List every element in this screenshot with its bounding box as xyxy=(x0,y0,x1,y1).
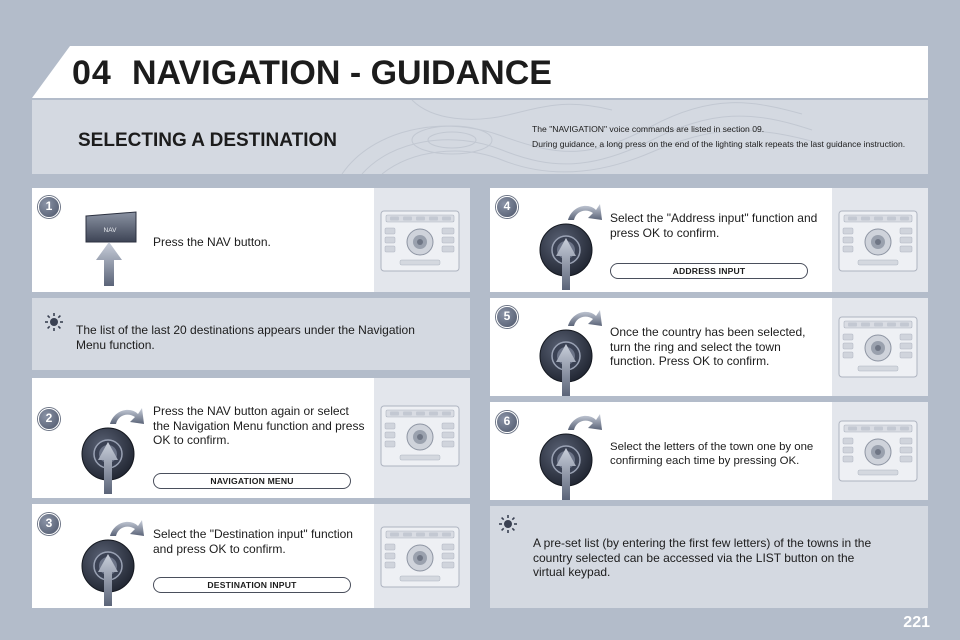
chapter-number: 04 xyxy=(72,54,112,92)
rotary-knob-icon xyxy=(536,304,608,398)
rotary-knob-icon xyxy=(78,514,150,608)
address-input-pill: ADDRESS INPUT xyxy=(610,263,808,279)
tip-2-text: A pre-set list (by entering the first few letters) of the towns in the country selected can be accessed via the LIST button on the virtual keypad. xyxy=(533,536,872,579)
step-3-text: Select the "Destination input" function and press OK to confirm. xyxy=(153,527,353,556)
rotary-knob-icon xyxy=(536,408,608,502)
radio-device-icon xyxy=(380,405,460,467)
voice-note xyxy=(532,122,912,152)
step-5-badge: 5 xyxy=(496,306,518,328)
step-6-text: Select the letters of the town one by one confirming each time by pressing OK. xyxy=(610,441,814,467)
radio-device-icon xyxy=(838,316,918,378)
step-4-badge: 4 xyxy=(496,196,518,218)
tip-1-text: The list of the last 20 destinations appears under the Navigation Menu function. xyxy=(76,323,415,352)
nav-button-label: NAV xyxy=(103,227,117,234)
light-bulb-icon xyxy=(498,514,518,534)
nav-button-icon xyxy=(80,198,142,288)
radio-device-icon xyxy=(838,420,918,482)
step-3-badge: 3 xyxy=(38,513,60,535)
navigation-menu-pill: NAVIGATION MENU xyxy=(153,473,351,489)
step-1-badge: 1 xyxy=(38,196,60,218)
header-notch xyxy=(32,46,70,98)
step-2-text: Press the NAV button again or select the Navigation Menu function and press OK to confirm. xyxy=(153,404,365,447)
rotary-knob-icon xyxy=(78,402,150,496)
step-4-text: Select the "Address input" function and press OK to confirm. xyxy=(610,211,818,240)
step-5-text: Once the country has been selected, turn the ring and select the town function. Press OK to confirm. xyxy=(610,325,806,368)
page-number: 221 xyxy=(903,614,930,631)
rotary-knob-icon xyxy=(536,198,608,292)
voice-note-line-1: The "NAVIGATION" voice commands are listed in section 09. xyxy=(532,124,765,134)
step-1-text: Press the NAV button. xyxy=(153,235,271,249)
step-6-badge: 6 xyxy=(496,411,518,433)
step-2-badge: 2 xyxy=(38,408,60,430)
destination-input-pill: DESTINATION INPUT xyxy=(153,577,351,593)
light-bulb-icon xyxy=(44,312,64,332)
radio-device-icon xyxy=(838,210,918,272)
radio-device-icon xyxy=(380,526,460,588)
voice-note-line-2: During guidance, a long press on the end of the lighting stalk repeats the last guidance instruction. xyxy=(532,139,906,149)
radio-device-icon xyxy=(380,210,460,272)
section-title: SELECTING A DESTINATION xyxy=(78,130,337,151)
chapter-title: NAVIGATION - GUIDANCE xyxy=(132,54,552,92)
